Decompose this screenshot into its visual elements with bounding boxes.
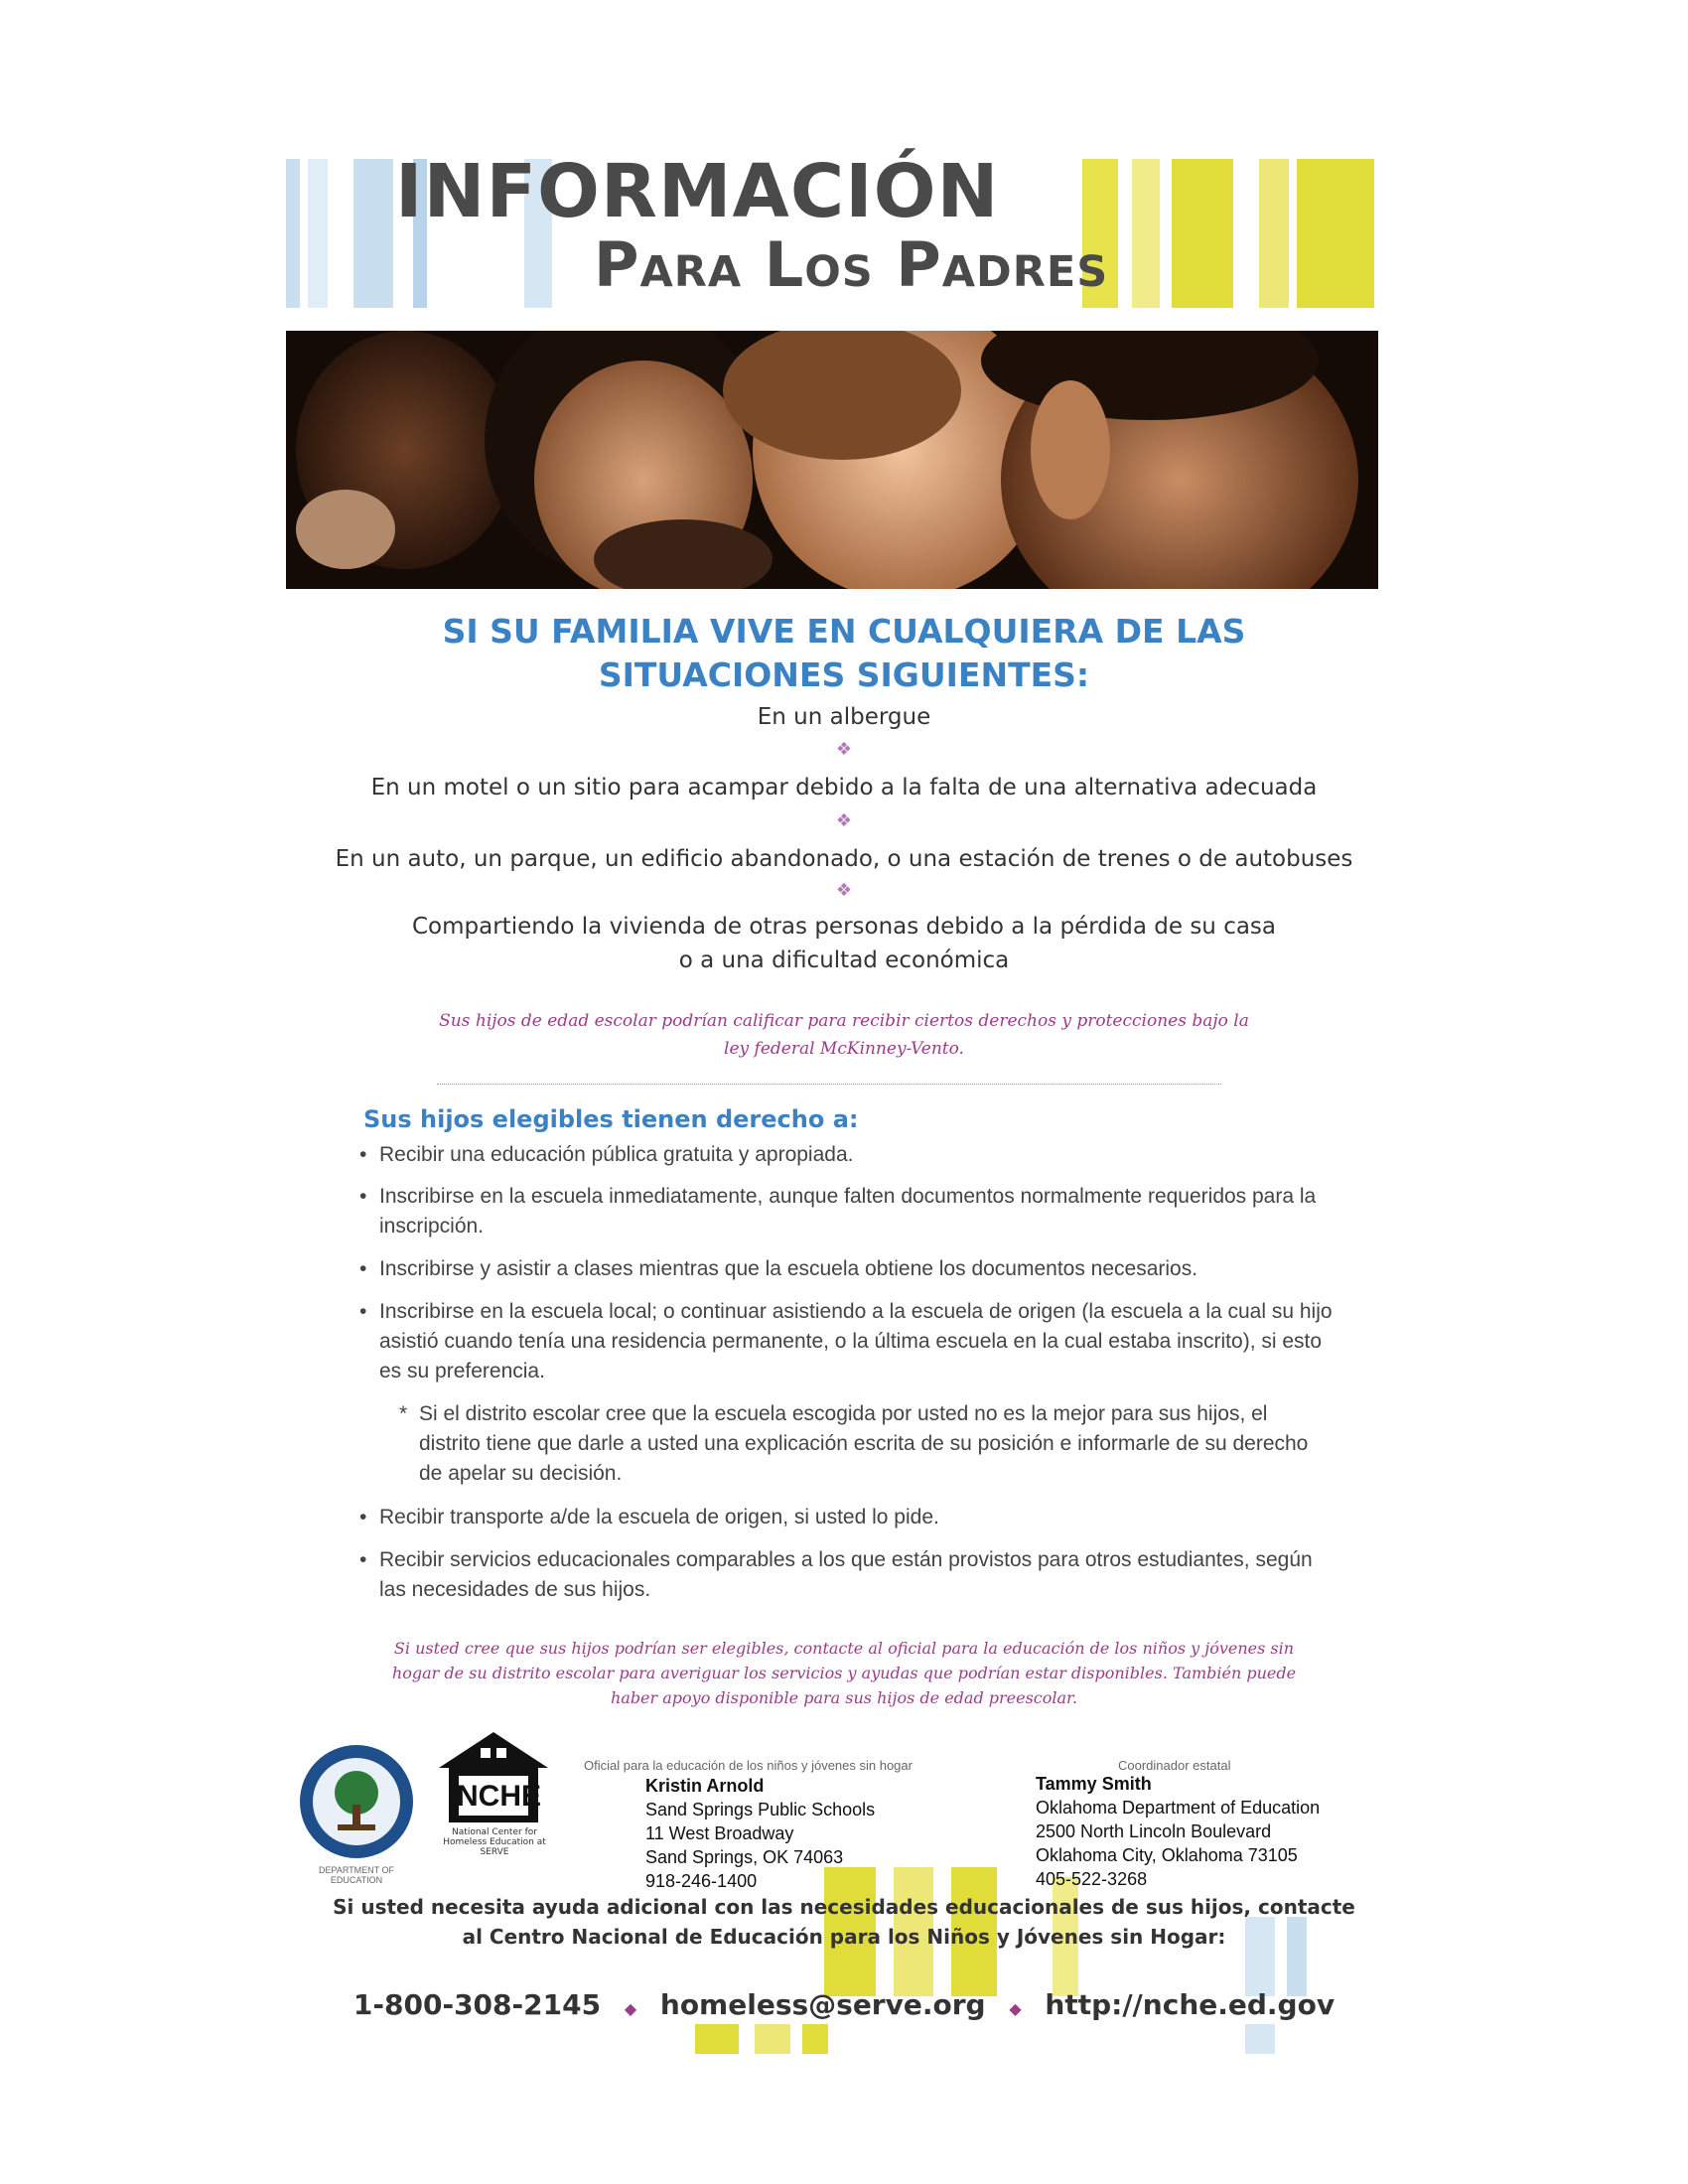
situation-item: En un albergue	[757, 704, 931, 730]
page-title: INFORMACIÓN	[395, 149, 1000, 234]
contact-note	[278, 1636, 1410, 1710]
rights-list-item	[359, 1545, 1333, 1605]
footer-contacts	[298, 1988, 1390, 2021]
situations-title-line1: SI SU FAMILIA VIVE EN CUALQUIERA DE LAS	[442, 612, 1246, 651]
rights-list-item	[359, 1182, 1333, 1241]
situations-title	[298, 610, 1390, 697]
contact-note-line2: hogar de su distrito escolar para averiguar los servicios y ayudas que podrían estar disponibles. También puede	[391, 1664, 1297, 1682]
eligibility-note	[298, 1007, 1390, 1063]
eligibility-note-line2: ley federal McKinney-Vento.	[724, 1039, 964, 1059]
rights-item-text: Inscribirse en la escuela local; o continuar asistiendo a la escuela de origen (la escuela a la cual su hijo asistió cuando tenía una residencia permanente, o la última escuela en la cual estaba inscrito), si esto es su preferencia.	[379, 1300, 1333, 1383]
rights-item-text: Inscribirse y asistir a clases mientras que la escuela obtiene los documentos necesarios.	[379, 1257, 1198, 1280]
separator-icon: ◆	[1009, 1999, 1022, 2018]
footer-phone: 1-800-308-2145	[352, 1988, 602, 2021]
bullet-icon: •	[359, 1506, 367, 1529]
page-subtitle: Para Los Padres	[594, 228, 1109, 301]
nche-logo	[429, 1728, 558, 1857]
contact-note-line3: haber apoyo disponible para sus hijos de edad preescolar.	[610, 1688, 1078, 1707]
bullet-icon: •	[359, 1185, 367, 1208]
rights-item-text: Recibir una educación pública gratuita y apropiada.	[379, 1143, 854, 1166]
local-officer-street: 11 West Broadway	[645, 1823, 794, 1843]
rights-item-text: Inscribirse en la escuela inmediatamente, aunque falten documentos normalmente requeridos para la inscripción.	[379, 1185, 1317, 1238]
nche-caption: National Center for Homeless Education at SERVE	[443, 1827, 546, 1857]
separator-icon: ❖	[835, 739, 853, 760]
children-photo-illustration	[286, 331, 1378, 589]
footer-line1: Si usted necesita ayuda adicional con las necesidades educacionales de sus hijos, contacte	[333, 1895, 1355, 1919]
divider	[437, 1084, 1221, 1085]
eligibility-note-line1: Sus hijos de edad escolar podrían calificar para recibir ciertos derechos y protecciones bajo la	[439, 1011, 1249, 1031]
footer-email-link[interactable]: homeless@serve.org	[659, 1988, 986, 2021]
situation-item: En un auto, un parque, un edificio abandonado, o una estación de trenes o de autobuses	[335, 846, 1353, 872]
separator-icon: ❖	[835, 880, 853, 901]
contact-note-line1: Si usted cree que sus hijos podrían ser elegibles, contacte al oficial para la educación de los niños y jóvenes sin	[393, 1639, 1295, 1658]
rights-list-item	[359, 1297, 1333, 1386]
situation-item: Compartiendo la vivienda de otras personas debido a la pérdida de su casa	[411, 914, 1277, 940]
separator-icon: ❖	[835, 810, 853, 831]
state-coordinator-org: Oklahoma Department of Education	[1036, 1798, 1321, 1818]
bullet-icon: •	[359, 1257, 367, 1280]
rights-title: Sus hijos elegibles tienen derecho a:	[363, 1105, 859, 1133]
rights-list-item	[359, 1140, 1333, 1170]
children-photo	[286, 331, 1378, 589]
separator-icon: ◆	[624, 1999, 637, 2018]
rights-item-text: Recibir transporte a/de la escuela de origen, si usted lo pide.	[379, 1506, 939, 1529]
state-coordinator-contact	[1036, 1772, 1320, 1891]
situation-item: En un motel o un sitio para acampar debido a la falta de una alternativa adecuada	[370, 775, 1318, 801]
local-officer-label: Oficial para la educación de los niños y jóvenes sin hogar	[584, 1758, 913, 1773]
footer-line2: al Centro Nacional de Educación para los Niños y Jóvenes sin Hogar:	[462, 1925, 1226, 1949]
asterisk-icon: *	[399, 1402, 408, 1425]
local-officer-org: Sand Springs Public Schools	[645, 1800, 876, 1820]
department-of-education-seal	[298, 1743, 415, 1860]
state-coordinator-street: 2500 North Lincoln Boulevard	[1036, 1821, 1272, 1841]
local-officer-phone: 918-246-1400	[645, 1871, 758, 1891]
rights-sub-item	[399, 1399, 1333, 1489]
situations-title-line2: SITUACIONES SIGUIENTES:	[598, 655, 1090, 694]
bullet-icon: •	[359, 1143, 367, 1166]
rights-sub-item-text: Si el distrito escolar cree que la escuela escogida por usted no es la mejor para sus hijos, el distrito tiene que darle a usted una explicación escrita de su posición e informarle de su derecho de apelar su decisión.	[419, 1402, 1309, 1485]
state-coordinator-name: Tammy Smith	[1036, 1774, 1152, 1794]
state-coordinator-city: Oklahoma City, Oklahoma 73105	[1036, 1845, 1298, 1865]
rights-list-item	[359, 1254, 1333, 1284]
doe-seal-text: DEPARTMENT OF EDUCATION	[318, 1865, 394, 1885]
rights-list-item	[359, 1503, 1333, 1532]
local-officer-name: Kristin Arnold	[645, 1776, 765, 1796]
bullet-icon: •	[359, 1548, 367, 1571]
local-officer-contact	[645, 1774, 875, 1893]
nche-logo-text: NCHE	[457, 1780, 542, 1813]
situation-item: o a una dificultad económica	[678, 947, 1010, 973]
footer-website-link[interactable]: http://nche.ed.gov	[1045, 1988, 1336, 2021]
footer-help-text	[298, 1892, 1390, 1952]
bullet-icon: •	[359, 1300, 367, 1323]
local-officer-city: Sand Springs, OK 74063	[645, 1847, 844, 1867]
rights-item-text: Recibir servicios educacionales comparables a los que están provistos para otros estudiantes, según las necesidades de sus hijos.	[379, 1548, 1313, 1601]
state-coordinator-label: Coordinador estatal	[1118, 1758, 1231, 1773]
state-coordinator-phone: 405-522-3268	[1036, 1869, 1148, 1889]
